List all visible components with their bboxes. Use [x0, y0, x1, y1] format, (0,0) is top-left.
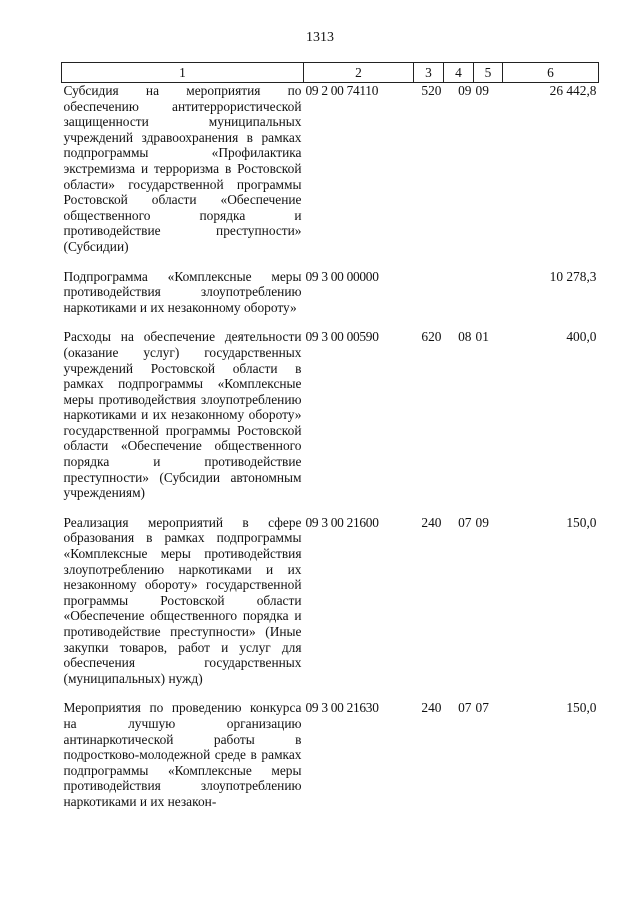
table-body: [62, 83, 599, 824]
row-amount: 26 442,8: [549, 83, 597, 98]
row-name: Мероприятия по проведению конкурса на лучшую организацию антинаркотической работы в подростково-молодежной среде в рамках подпрограммы «Комплексные меры противодействия злоупотреблению наркотиками и их незакон-: [63, 700, 302, 809]
row-section: 09: [458, 83, 472, 98]
row-code: 09 2 00 74110: [305, 83, 379, 98]
row-subsection: 01: [475, 329, 489, 345]
table-row: [62, 700, 599, 823]
row-expense-type: 620: [421, 329, 442, 345]
table-header: [62, 63, 599, 83]
row-name: Расходы на обеспечение деятельности (оказание услуг) государственных учреждений Ростовской области в рамках подпрограммы «Комплексные меры противодействия злоупотреблению наркотиками и их незаконному обороту» государственной программы Ростовской области «Обеспечение общественного порядка и противодействие преступности» (Субсидии автономным учреждениям): [63, 329, 302, 501]
header-cell-4: 4: [444, 63, 474, 83]
row-section: [444, 269, 474, 330]
row-code: 09 3 00 21630: [305, 700, 379, 716]
row-amount: 150,0: [566, 514, 597, 530]
row-subsection: 09: [475, 514, 489, 530]
table-row: [62, 83, 599, 269]
row-expense-type: 240: [421, 700, 442, 716]
row-expense-type: 240: [421, 514, 442, 530]
row-name: Реализация мероприятий в сфере образования в рамках подпрограммы «Комплексные меры противодействия злоупотреблению наркотиками и их незаконному обороту» государственной программы Ростовской области «Обеспечение общественного порядка и противодействие преступности» (Иные закупки товаров, работ и услуг для обеспечения государственных (муниципальных) нужд): [63, 514, 302, 686]
row-code: 09 3 00 00000: [305, 268, 379, 284]
header-row: [62, 63, 599, 83]
row-section: 07: [458, 514, 472, 530]
row-expense-type: [414, 269, 444, 330]
row-subsection: 07: [475, 700, 489, 716]
budget-table: [61, 62, 599, 824]
row-section: 07: [458, 700, 472, 716]
header-cell-2: 2: [304, 63, 414, 83]
row-code: 09 3 00 00590: [305, 329, 379, 345]
table-row: [62, 269, 599, 330]
row-expense-type: 520: [421, 83, 442, 98]
row-code: 09 3 00 21600: [305, 514, 379, 530]
row-subsection: 09: [475, 83, 489, 98]
row-section: 08: [458, 329, 472, 345]
table-row: [62, 515, 599, 701]
row-amount: 400,0: [566, 329, 597, 345]
row-amount: 10 278,3: [549, 268, 597, 284]
row-name: Субсидия на мероприятия по обеспечению антитеррористической защищенности муниципальных учреждений здравоохранения в рамках подпрограммы «Профилактика экстремизма и терроризма в Ростовской области» государственной программы Ростовской области «Обеспечение общественного порядка и противодействие преступности» (Субсидии): [63, 83, 302, 254]
row-subsection: [474, 269, 503, 330]
row-name: Подпрограмма «Комплексные меры противодействия злоупотреблению наркотиками и их незаконному обороту»: [63, 268, 302, 315]
row-amount: 150,0: [566, 700, 597, 716]
header-cell-6: 6: [503, 63, 599, 83]
page-number: 1313: [306, 30, 334, 45]
table-row: [62, 329, 599, 515]
header-cell-5: 5: [474, 63, 503, 83]
header-cell-3: 3: [414, 63, 444, 83]
header-cell-1: 1: [62, 63, 304, 83]
